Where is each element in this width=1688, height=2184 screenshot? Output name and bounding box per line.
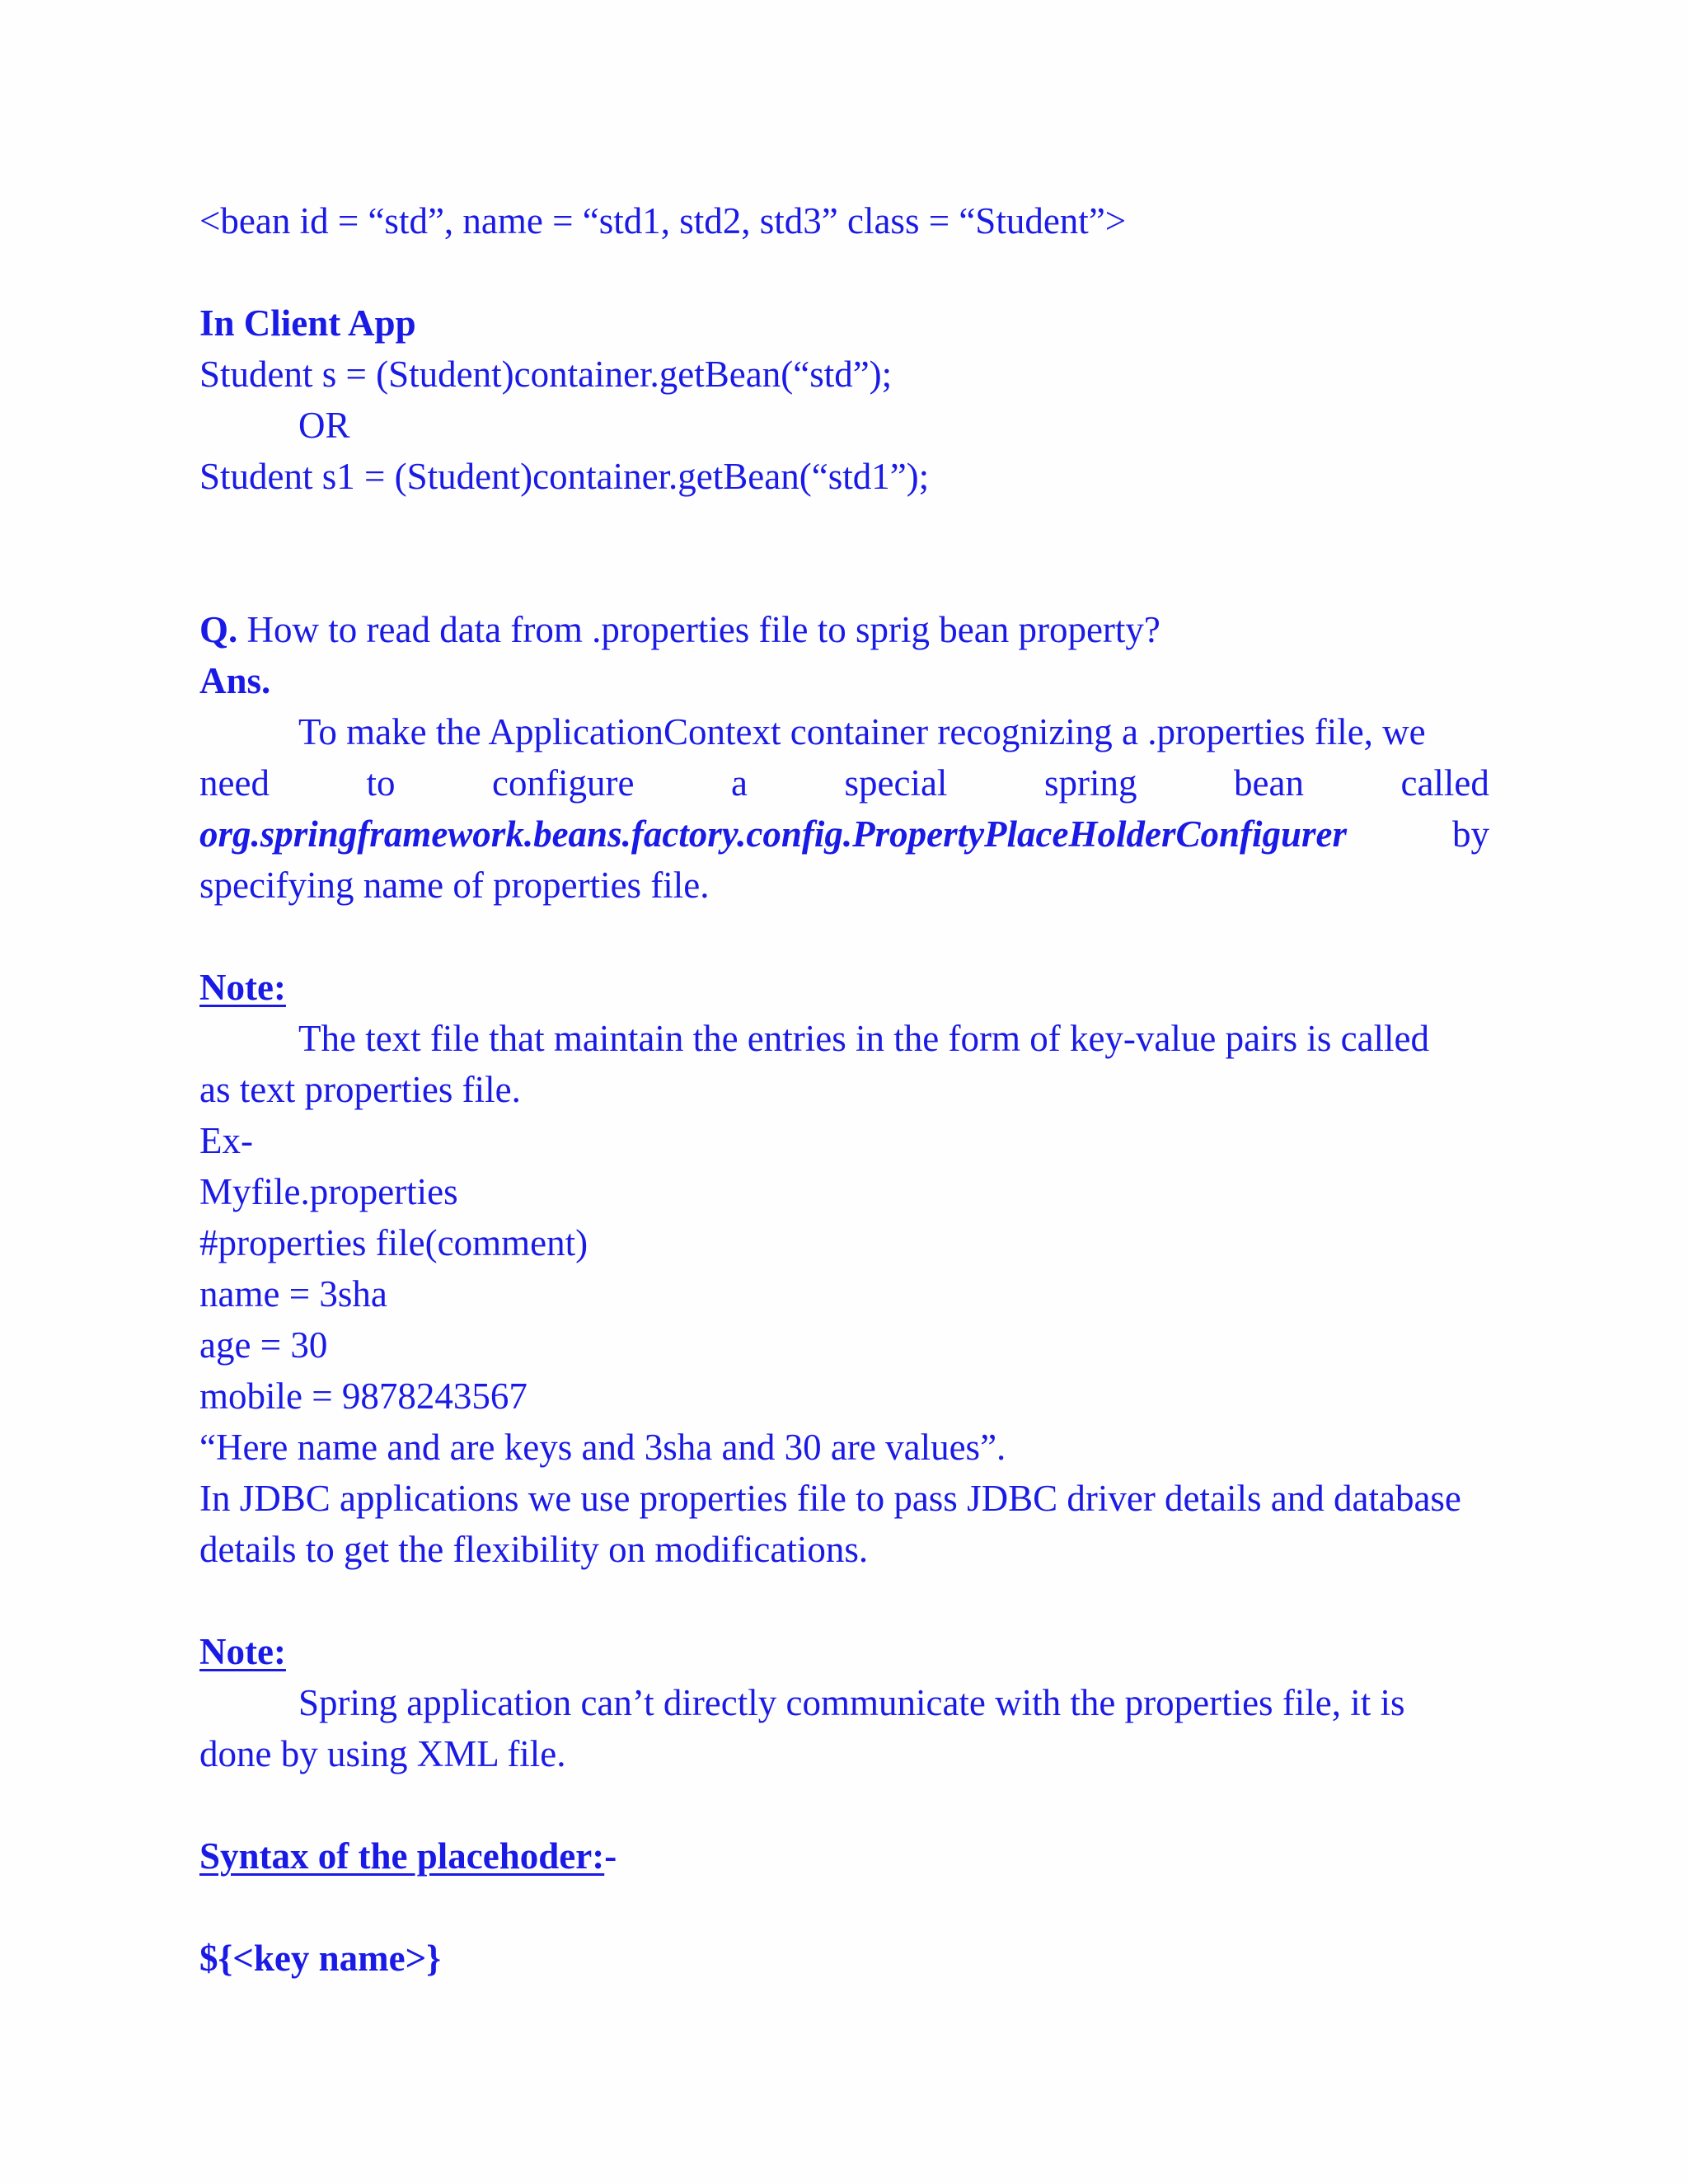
or-text: OR	[298, 405, 350, 446]
syntax-heading-suffix: -	[604, 1835, 617, 1877]
answer-line-3	[199, 808, 1489, 860]
answer-word: bean	[1234, 762, 1304, 804]
syntax-heading-line	[199, 1830, 617, 1882]
answer-word: configure	[492, 762, 635, 804]
answer-line-2	[199, 757, 1489, 808]
properties-comment: #properties file(comment)	[199, 1222, 588, 1263]
answer-word: a	[730, 762, 748, 804]
code-line-2: Student s1 = (Student)container.getBean(“std1”);	[199, 456, 930, 497]
property-name: name = 3sha	[199, 1273, 387, 1315]
class-name: org.springframework.beans.factory.config.PropertyPlaceHolderConfigurer	[199, 813, 1348, 855]
property-age: age = 30	[199, 1324, 328, 1366]
quote-line: “Here name and are keys and 3sha and 30 are values”.	[199, 1427, 1006, 1468]
syntax-heading: Syntax of the placehoder:	[199, 1835, 605, 1877]
question-text: How to read data from .properties file to sprig bean property?	[237, 609, 1160, 650]
answer-word: need	[199, 762, 270, 804]
answer-by: by	[1452, 813, 1489, 855]
jdbc-line-2: details to get the flexibility on modifications.	[199, 1529, 869, 1570]
answer-line-1: To make the ApplicationContext container recognizing a .properties file, we	[298, 711, 1426, 752]
answer-label: Ans.	[199, 660, 271, 701]
jdbc-line-1: In JDBC applications we use properties file to pass JDBC driver details and database	[199, 1478, 1461, 1519]
question-line	[199, 604, 1160, 655]
file-name: Myfile.properties	[199, 1171, 458, 1212]
note1-line-2: as text properties file.	[199, 1069, 521, 1110]
client-app-heading: In Client App	[199, 302, 416, 344]
answer-word: to	[366, 762, 396, 804]
note-heading-2: Note:	[199, 1631, 286, 1672]
property-mobile: mobile = 9878243567	[199, 1376, 528, 1417]
code-line-1: Student s = (Student)container.getBean(“std”);	[199, 354, 893, 395]
answer-word: spring	[1043, 762, 1137, 804]
question-label: Q.	[199, 609, 238, 650]
answer-word: special	[844, 762, 948, 804]
answer-line-4: specifying name of properties file.	[199, 865, 710, 906]
note2-line-2: done by using XML file.	[199, 1733, 566, 1774]
note2-line-1: Spring application can’t directly communicate with the properties file, it is	[298, 1682, 1405, 1723]
answer-word: called	[1400, 762, 1489, 804]
bean-definition-line: <bean id = “std”, name = “std1, std2, std3” class = “Student”>	[199, 200, 1127, 241]
note1-line-1: The text file that maintain the entries in the form of key-value pairs is called	[298, 1018, 1430, 1059]
example-label: Ex-	[199, 1120, 253, 1161]
placeholder-syntax: ${<key name>}	[199, 1938, 441, 1979]
note-heading-1: Note:	[199, 967, 286, 1008]
